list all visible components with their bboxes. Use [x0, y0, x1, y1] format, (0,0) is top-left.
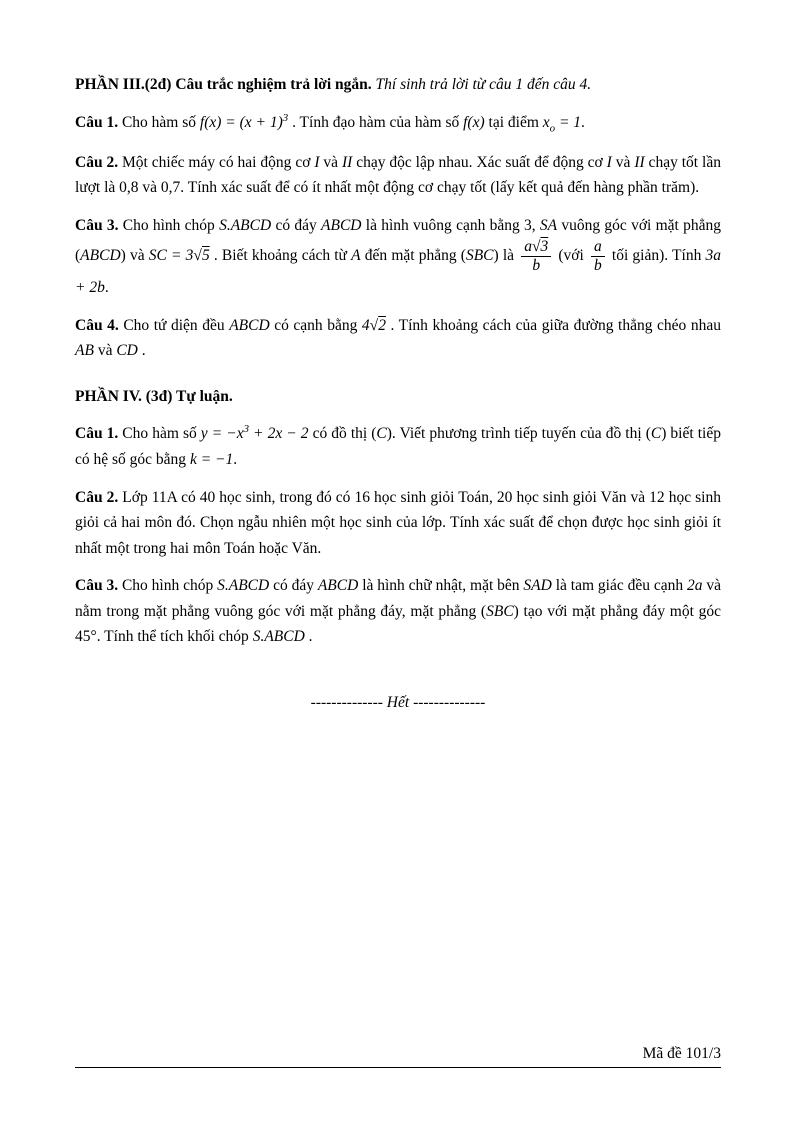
superscript: 3 — [282, 111, 289, 124]
text-segment: Lớp 11A có 40 học sinh, trong đó có 16 học sinh giỏi Toán, 20 học sinh giỏi Văn và 12 học sinh giỏi cả hai môn đó. Chọn ngẫu nhiên một học sinh của lớp. Tính xác suất để chọn được học sinh giỏi ít nhất một trong hai môn Toán hoặc Văn. — [75, 488, 721, 557]
math-segment: C — [650, 425, 662, 443]
math-segment: 2a — [686, 577, 703, 595]
text-segment: . Tính khoảng cách của giữa đường thẳng chéo nhau — [385, 316, 721, 334]
math-segment: SBC — [486, 602, 514, 620]
fraction-denominator: b — [593, 257, 602, 275]
math-segment: A — [351, 247, 361, 265]
text-segment: và — [611, 153, 635, 171]
math-segment: II — [341, 153, 353, 171]
fraction-numerator — [521, 238, 551, 257]
text-segment: và nằm trong mặt phẳng vuông góc với mặt phẳng đáy, mặt phẳng ( — [75, 577, 721, 620]
text-segment: . — [304, 628, 313, 646]
question-label: Câu 2. — [75, 488, 119, 506]
text-segment: Cho hàm số — [118, 425, 201, 443]
page-footer — [75, 1044, 721, 1068]
text-segment: có đáy — [271, 216, 322, 234]
part3-question-1 — [75, 110, 721, 138]
sqrt-icon: √ — [369, 316, 379, 334]
math-segment: SAD — [523, 577, 552, 595]
math-segment: I — [314, 153, 320, 171]
text-segment: là tam giác đều cạnh — [551, 577, 687, 595]
math-segment: f(x) — [463, 113, 485, 131]
math-segment: SA — [539, 216, 558, 234]
text-segment: ) là — [493, 247, 519, 265]
math-segment: I — [606, 153, 612, 171]
question-label: Câu 1. — [75, 425, 119, 443]
text-segment: Cho tứ diện đều — [118, 316, 230, 334]
text-segment: có đáy — [269, 577, 318, 595]
fraction — [521, 238, 551, 275]
text-segment: vuông góc với mặt phẳng ( — [75, 216, 721, 265]
math-segment: x — [542, 113, 550, 131]
text-segment: Một chiếc máy có hai động cơ — [118, 153, 315, 171]
question-label: Câu 2. — [75, 153, 119, 171]
question-label: Câu 3. — [75, 577, 119, 595]
end-dashes-left: -------------- — [310, 693, 387, 711]
math-segment: ABCD — [80, 247, 121, 265]
exam-code: Mã đề 101/3 — [642, 1045, 721, 1062]
text-segment: chạy tốt lần lượt là 0,8 và 0,7. Tính xác suất để có ít nhất một động cơ chạy tốt (lấy kết quả đến hàng phần trăm). — [75, 153, 721, 197]
text-segment: là hình chữ nhật, mặt bên — [358, 577, 524, 595]
math-segment: ABCD — [317, 577, 359, 595]
text-segment: có đồ thị ( — [308, 425, 377, 443]
part3-heading-italic: Thí sinh trả lời từ câu 1 đến câu 4. — [371, 76, 592, 93]
math-segment: II — [634, 153, 645, 171]
exam-page — [75, 72, 721, 715]
text-segment: ) biết tiếp có hệ số góc bằng — [75, 425, 721, 468]
text-segment: . — [581, 113, 585, 131]
text-segment: chạy độc lập nhau. Xác suất để động cơ — [352, 153, 607, 171]
math-segment: SC = 3 — [148, 247, 194, 265]
text-segment: . Tính đạo hàm của hàm số — [288, 113, 464, 131]
question-label: Câu 1. — [75, 113, 119, 131]
subscript: o — [549, 121, 556, 134]
end-separator — [75, 690, 721, 716]
text-segment: Cho hàm số — [118, 113, 200, 131]
math-segment: C — [376, 425, 387, 443]
text-segment: có cạnh bằng — [269, 316, 362, 334]
radicand: 3 — [540, 238, 549, 256]
part3-heading — [75, 72, 721, 98]
part4-question-2 — [75, 485, 721, 562]
math-segment: k = −1 — [189, 450, 234, 468]
superscript: 3 — [243, 423, 249, 436]
text-segment: ) tạo với mặt phẳng đáy một góc 45°. Tính thể tích khối chóp — [75, 602, 721, 646]
math-segment: AB — [75, 342, 94, 360]
sqrt-icon: √ — [193, 247, 202, 265]
math-segment: 3a + 2b — [75, 247, 721, 297]
math-segment: S.ABCD — [252, 628, 305, 646]
fraction-denominator: b — [532, 257, 541, 275]
part4-question-1 — [75, 421, 721, 472]
text-segment: ) và — [120, 247, 149, 265]
math-segment: CD — [116, 342, 138, 360]
end-dashes-right: -------------- — [409, 693, 486, 711]
text-segment: Cho hình chóp — [118, 577, 218, 595]
math-segment: + 2x − 2 — [249, 425, 309, 443]
text-segment: là hình vuông cạnh bằng 3, — [361, 216, 540, 234]
fraction — [591, 238, 605, 275]
math-segment: a — [524, 238, 532, 256]
part3-heading-bold: PHẦN III.(2đ) Câu trắc nghiệm trả lời ngắn. — [75, 76, 372, 93]
sqrt-icon: √ — [531, 238, 541, 256]
question-label: Câu 4. — [75, 316, 119, 334]
math-segment: S.ABCD — [219, 216, 272, 234]
math-segment: ABCD — [321, 216, 362, 234]
fraction-numerator: a — [591, 238, 605, 257]
text-segment: ). Viết phương trình tiếp tuyến của đồ thị ( — [386, 425, 651, 443]
question-label: Câu 3. — [75, 216, 119, 234]
radicand: 5 — [201, 247, 210, 265]
part4-question-3 — [75, 573, 721, 650]
part3-question-2 — [75, 150, 721, 201]
text-segment: tối giản). Tính — [607, 247, 706, 265]
text-segment: Cho hình chóp — [118, 216, 220, 234]
text-segment: tại điểm — [484, 113, 543, 131]
text-segment: . — [233, 450, 238, 468]
text-segment: . — [104, 279, 109, 297]
text-segment: . Biết khoảng cách từ — [209, 247, 352, 265]
part3-question-3 — [75, 213, 721, 301]
part4-heading-bold: PHẦN IV. (3đ) Tự luận. — [75, 387, 233, 405]
math-segment: S.ABCD — [217, 577, 270, 595]
end-word: Hết — [386, 693, 410, 711]
text-segment: và — [93, 342, 117, 360]
part3-question-4 — [75, 313, 721, 364]
part4-heading — [75, 384, 721, 410]
text-segment: và — [319, 153, 342, 171]
math-segment: f(x) = (x + 1) — [199, 113, 283, 131]
text-segment: (với — [554, 247, 588, 265]
math-segment: 4 — [361, 316, 370, 334]
radicand: 2 — [378, 316, 386, 334]
math-segment: ABCD — [229, 316, 270, 334]
math-segment: = 1 — [555, 113, 582, 131]
text-segment: đến mặt phẳng ( — [360, 247, 466, 265]
math-segment: y = −x — [200, 425, 244, 443]
math-segment: SBC — [465, 247, 494, 265]
text-segment: . — [137, 342, 146, 360]
